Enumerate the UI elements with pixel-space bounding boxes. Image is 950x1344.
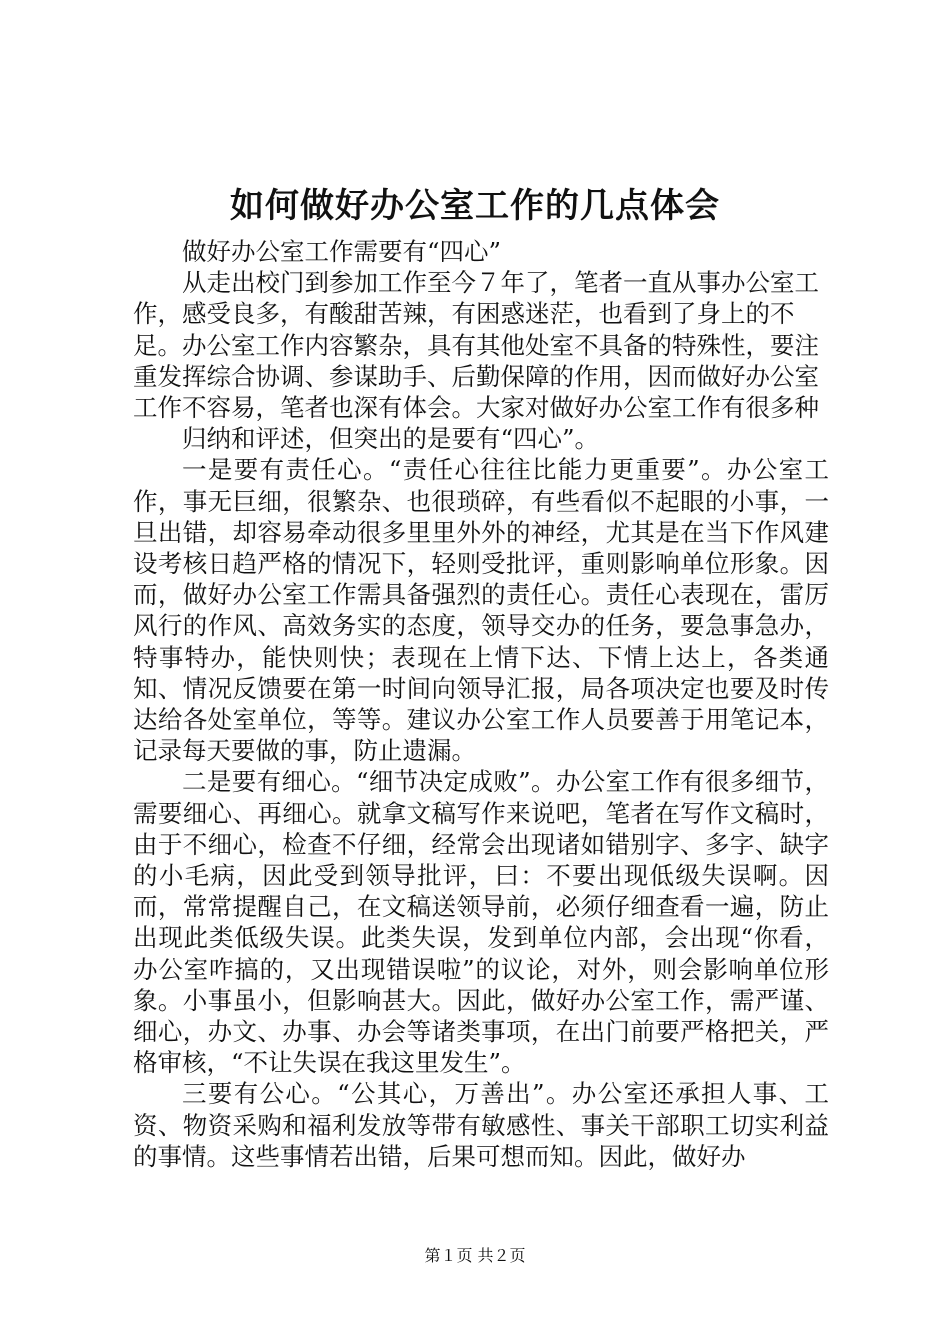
paragraph-summary: 归纳和评述，但突出的是要有“四心”。 — [182, 424, 600, 454]
document-title: 如何做好办公室工作的几点体会 — [230, 186, 720, 226]
page-number-footer: 第１页 共２页 — [424, 1246, 526, 1265]
paragraph-responsibility: 一是要有责任心。“责任心往往比能力更重要”。办公室工作，事无巨细，很繁杂、也很琐碎，有些看似不起眼的小事，一旦出错，却容易牵动很多里里外外的神经，尤其是在当下作风建设考核日趋严格的情况下，轻则受批评，重则影响单位形象。因而，做好办公室工作需具备强烈的责任心。责任心表现在，雷厉风行的作风、高效务实的态度，领导交办的任务，要急事急办，特事特办，能快则快；表现在上情下达、下情上达上，各类通知、情况反馈要在第一时间向领导汇报，局各项决定也要及时传达给各处室单位，等等。建议办公室工作人员要善于用笔记本，记录每天要做的事，防止遗漏。 — [133, 455, 829, 766]
paragraph-carefulness: 二是要有细心。“细节决定成败”。办公室工作有很多细节，需要细心、再细心。就拿文稿写作来说吧，笔者在写作文稿时，由于不细心，检查不仔细，经常会出现诸如错别字、多字、缺字的小毛病，因此受到领导批评，曰：不要出现低级失误啊。因而，常常提醒自己，在文稿送领导前，必须仔细查看一遍，防止出现此类低级失误。此类失误，发到单位内部，会出现“你看，办公室咋搞的，又出现错误啦”的议论，对外，则会影响单位形象。小事虽小，但影响甚大。因此，做好办公室工作，需严谨、细心，办文、办事、办会等诸类事项，在出门前要严格把关，严格审核，“不让失误在我这里发生”。 — [133, 767, 829, 1078]
paragraph-fairness: 三要有公心。“公其心，万善出”。办公室还承担人事、工资、物资采购和福利发放等带有敏感性、事关干部职工切实利益的事情。这些事情若出错，后果可想而知。因此，做好办 — [133, 1079, 829, 1171]
document-body — [133, 236, 829, 1172]
paragraph-subtitle: 做好办公室工作需要有“四心” — [182, 237, 502, 266]
paragraph-intro: 从走出校门到参加工作至今７年了，笔者一直从事办公室工作，感受良多，有酸甜苦辣，有困惑迷茫，也看到了身上的不足。办公室工作内容繁杂，具有其他处室不具备的特殊性，要注重发挥综合协调、参谋助手、后勤保障的作用，因而做好办公室工作不容易，笔者也深有体会。大家对做好办公室工作有很多种 — [133, 268, 819, 423]
